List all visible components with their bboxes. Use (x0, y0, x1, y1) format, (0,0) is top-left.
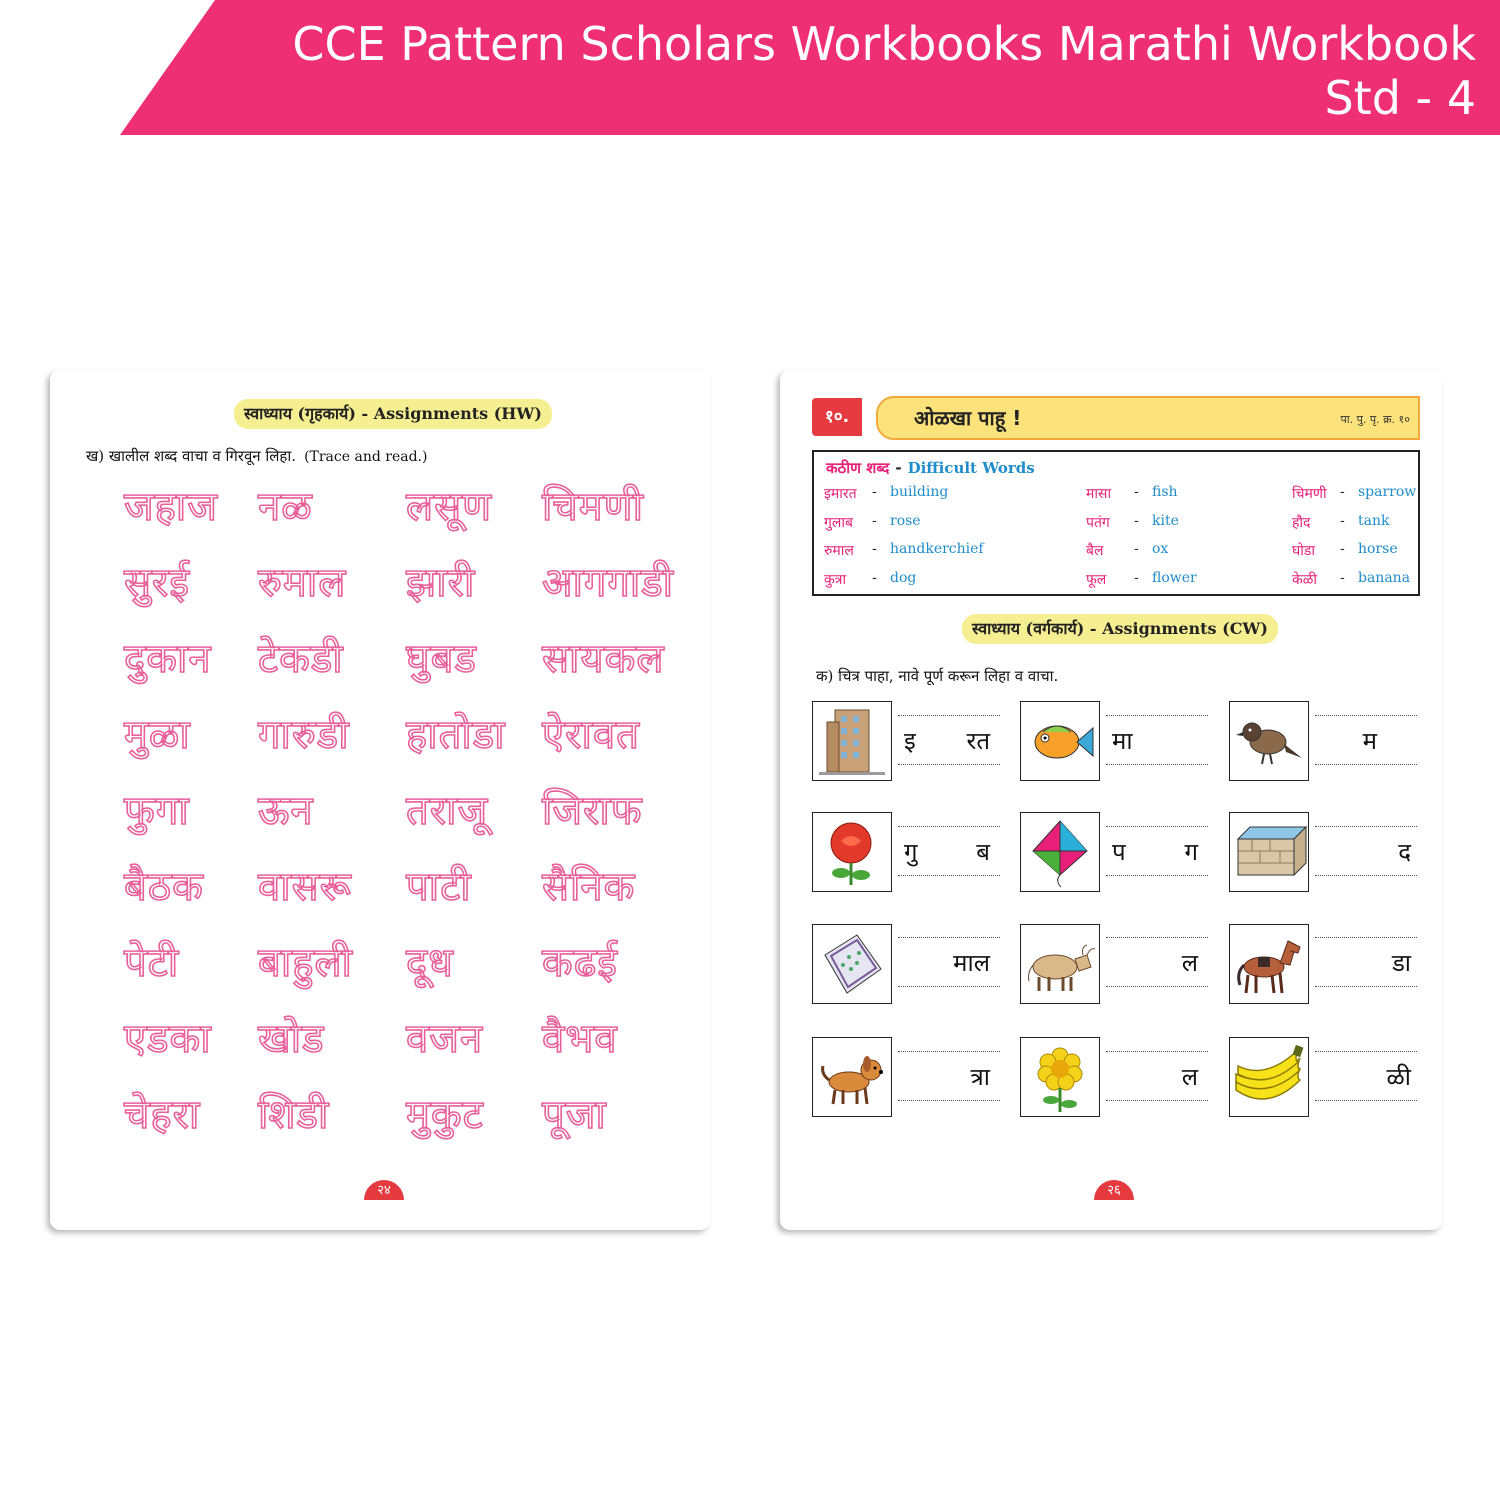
trace-word[interactable]: रुमाल (258, 560, 347, 606)
trace-word[interactable]: पूजा (542, 1092, 607, 1138)
kite-icon (1020, 812, 1100, 892)
trace-word[interactable]: चेहरा (124, 1092, 201, 1138)
handkerchief-icon (812, 924, 892, 1004)
trace-word[interactable]: वासरू (258, 864, 352, 910)
trace-word[interactable]: खोड (258, 1016, 325, 1062)
textbook-reference: पा. पु. पृ. क्र. १० (1340, 413, 1410, 426)
horse-icon (1229, 924, 1309, 1004)
banana-icon (1229, 1037, 1309, 1117)
trace-word[interactable]: बाहुली (258, 940, 353, 986)
rose-icon (812, 812, 892, 892)
difficult-words-title-marathi: कठीण शब्द (826, 459, 890, 477)
trace-word[interactable]: पेटी (124, 940, 180, 986)
trace-word[interactable]: सायकल (542, 636, 665, 682)
trace-word[interactable]: मुकुट (406, 1092, 484, 1138)
tank-icon (1229, 812, 1309, 892)
trace-word[interactable]: चिमणी (542, 484, 644, 530)
answer-line[interactable]: प ग (1106, 826, 1208, 876)
trace-word[interactable]: कढई (542, 940, 618, 986)
answer-line[interactable]: इ रत (898, 715, 1000, 765)
trace-word[interactable]: दुकान (124, 636, 212, 682)
cw-instruction: क) चित्र पाहा, नावे पूर्ण करून लिहा व वाचा. (816, 667, 1059, 685)
building-icon (812, 701, 892, 781)
trace-word[interactable]: लसूण (406, 484, 493, 530)
left-page (50, 370, 710, 1230)
trace-word[interactable]: घुबड (406, 636, 477, 682)
trace-word[interactable]: फुगा (124, 788, 190, 834)
hw-heading: स्वाध्याय (गृहकार्य) - Assignments (HW) (234, 399, 552, 429)
trace-word[interactable]: पाटी (406, 864, 472, 910)
chapter-title-bar (876, 396, 1420, 440)
dog-icon (812, 1037, 892, 1117)
answer-line[interactable]: ल (1106, 1051, 1208, 1101)
answer-line[interactable]: डा (1315, 937, 1417, 987)
ox-icon (1020, 924, 1100, 1004)
chapter-title: ओळखा पाहू ! (914, 406, 1022, 430)
cw-heading: स्वाध्याय (वर्गकार्य) - Assignments (CW) (962, 614, 1278, 644)
answer-line[interactable]: द (1315, 826, 1417, 876)
answer-line[interactable]: गु ब (898, 826, 1000, 876)
answer-line[interactable]: म (1315, 715, 1417, 765)
difficult-words-title: कठीण शब्द - Difficult Words (826, 459, 1035, 477)
trace-word[interactable]: जिराफ (542, 788, 643, 834)
answer-line[interactable]: ल (1106, 937, 1208, 987)
trace-word[interactable]: ऐरावत (542, 712, 640, 758)
answer-line[interactable]: ळी (1315, 1051, 1417, 1101)
sparrow-icon (1229, 701, 1309, 781)
flower-icon (1020, 1037, 1100, 1117)
answer-line[interactable]: त्रा (898, 1051, 1000, 1101)
difficult-words-box: कठीण शब्द - Difficult Words इमारत - building गुलाब - rose रुमाल - handkerchief कुत्रा - dog मासा - fish पतंग - kite बैल - ox फूल - flower चिमणी - sparrow हौद - tank घोडा - horse केळी - banana (812, 450, 1420, 596)
trace-word[interactable]: नळ (258, 484, 313, 530)
answer-line[interactable]: माल (898, 937, 1000, 987)
trace-word[interactable]: हातोडा (406, 712, 506, 758)
trace-word[interactable]: एडका (124, 1016, 212, 1062)
trace-word[interactable]: जहाज (124, 484, 218, 530)
page-number: २४ (364, 1180, 404, 1200)
trace-word[interactable]: मुळा (124, 712, 191, 758)
trace-word[interactable]: आगगाडी (542, 560, 675, 606)
banner-title: CCE Pattern Scholars Workbooks Marathi Workbook (292, 17, 1476, 71)
trace-word[interactable]: शिडी (258, 1092, 330, 1138)
trace-word[interactable]: तराजू (406, 788, 489, 834)
trace-word[interactable]: ऊन (258, 788, 314, 834)
answer-line[interactable]: मा (1106, 715, 1208, 765)
trace-word[interactable]: वजन (406, 1016, 484, 1062)
page-number: २६ (1094, 1180, 1134, 1200)
trace-word[interactable]: दूध (406, 940, 454, 986)
right-page (780, 370, 1442, 1230)
fish-icon (1020, 701, 1100, 781)
difficult-words-title-english: Difficult Words (907, 459, 1035, 477)
hw-instruction-english: (Trace and read.) (304, 449, 428, 465)
trace-word[interactable]: गारुडी (258, 712, 350, 758)
banner-subtitle: Std - 4 (1324, 71, 1476, 125)
trace-word[interactable]: टेकडी (258, 636, 344, 682)
trace-word[interactable]: सैनिक (542, 864, 636, 910)
hw-instruction-marathi: ख) खालील शब्द वाचा व गिरवून लिहा. (86, 447, 297, 465)
chapter-number: १०. (812, 398, 862, 436)
trace-word[interactable]: झारी (406, 560, 476, 606)
hw-instruction (86, 446, 427, 466)
trace-word[interactable]: सुरई (124, 560, 191, 606)
trace-word[interactable]: वैभव (542, 1016, 618, 1062)
trace-word[interactable]: बैठक (124, 864, 204, 910)
